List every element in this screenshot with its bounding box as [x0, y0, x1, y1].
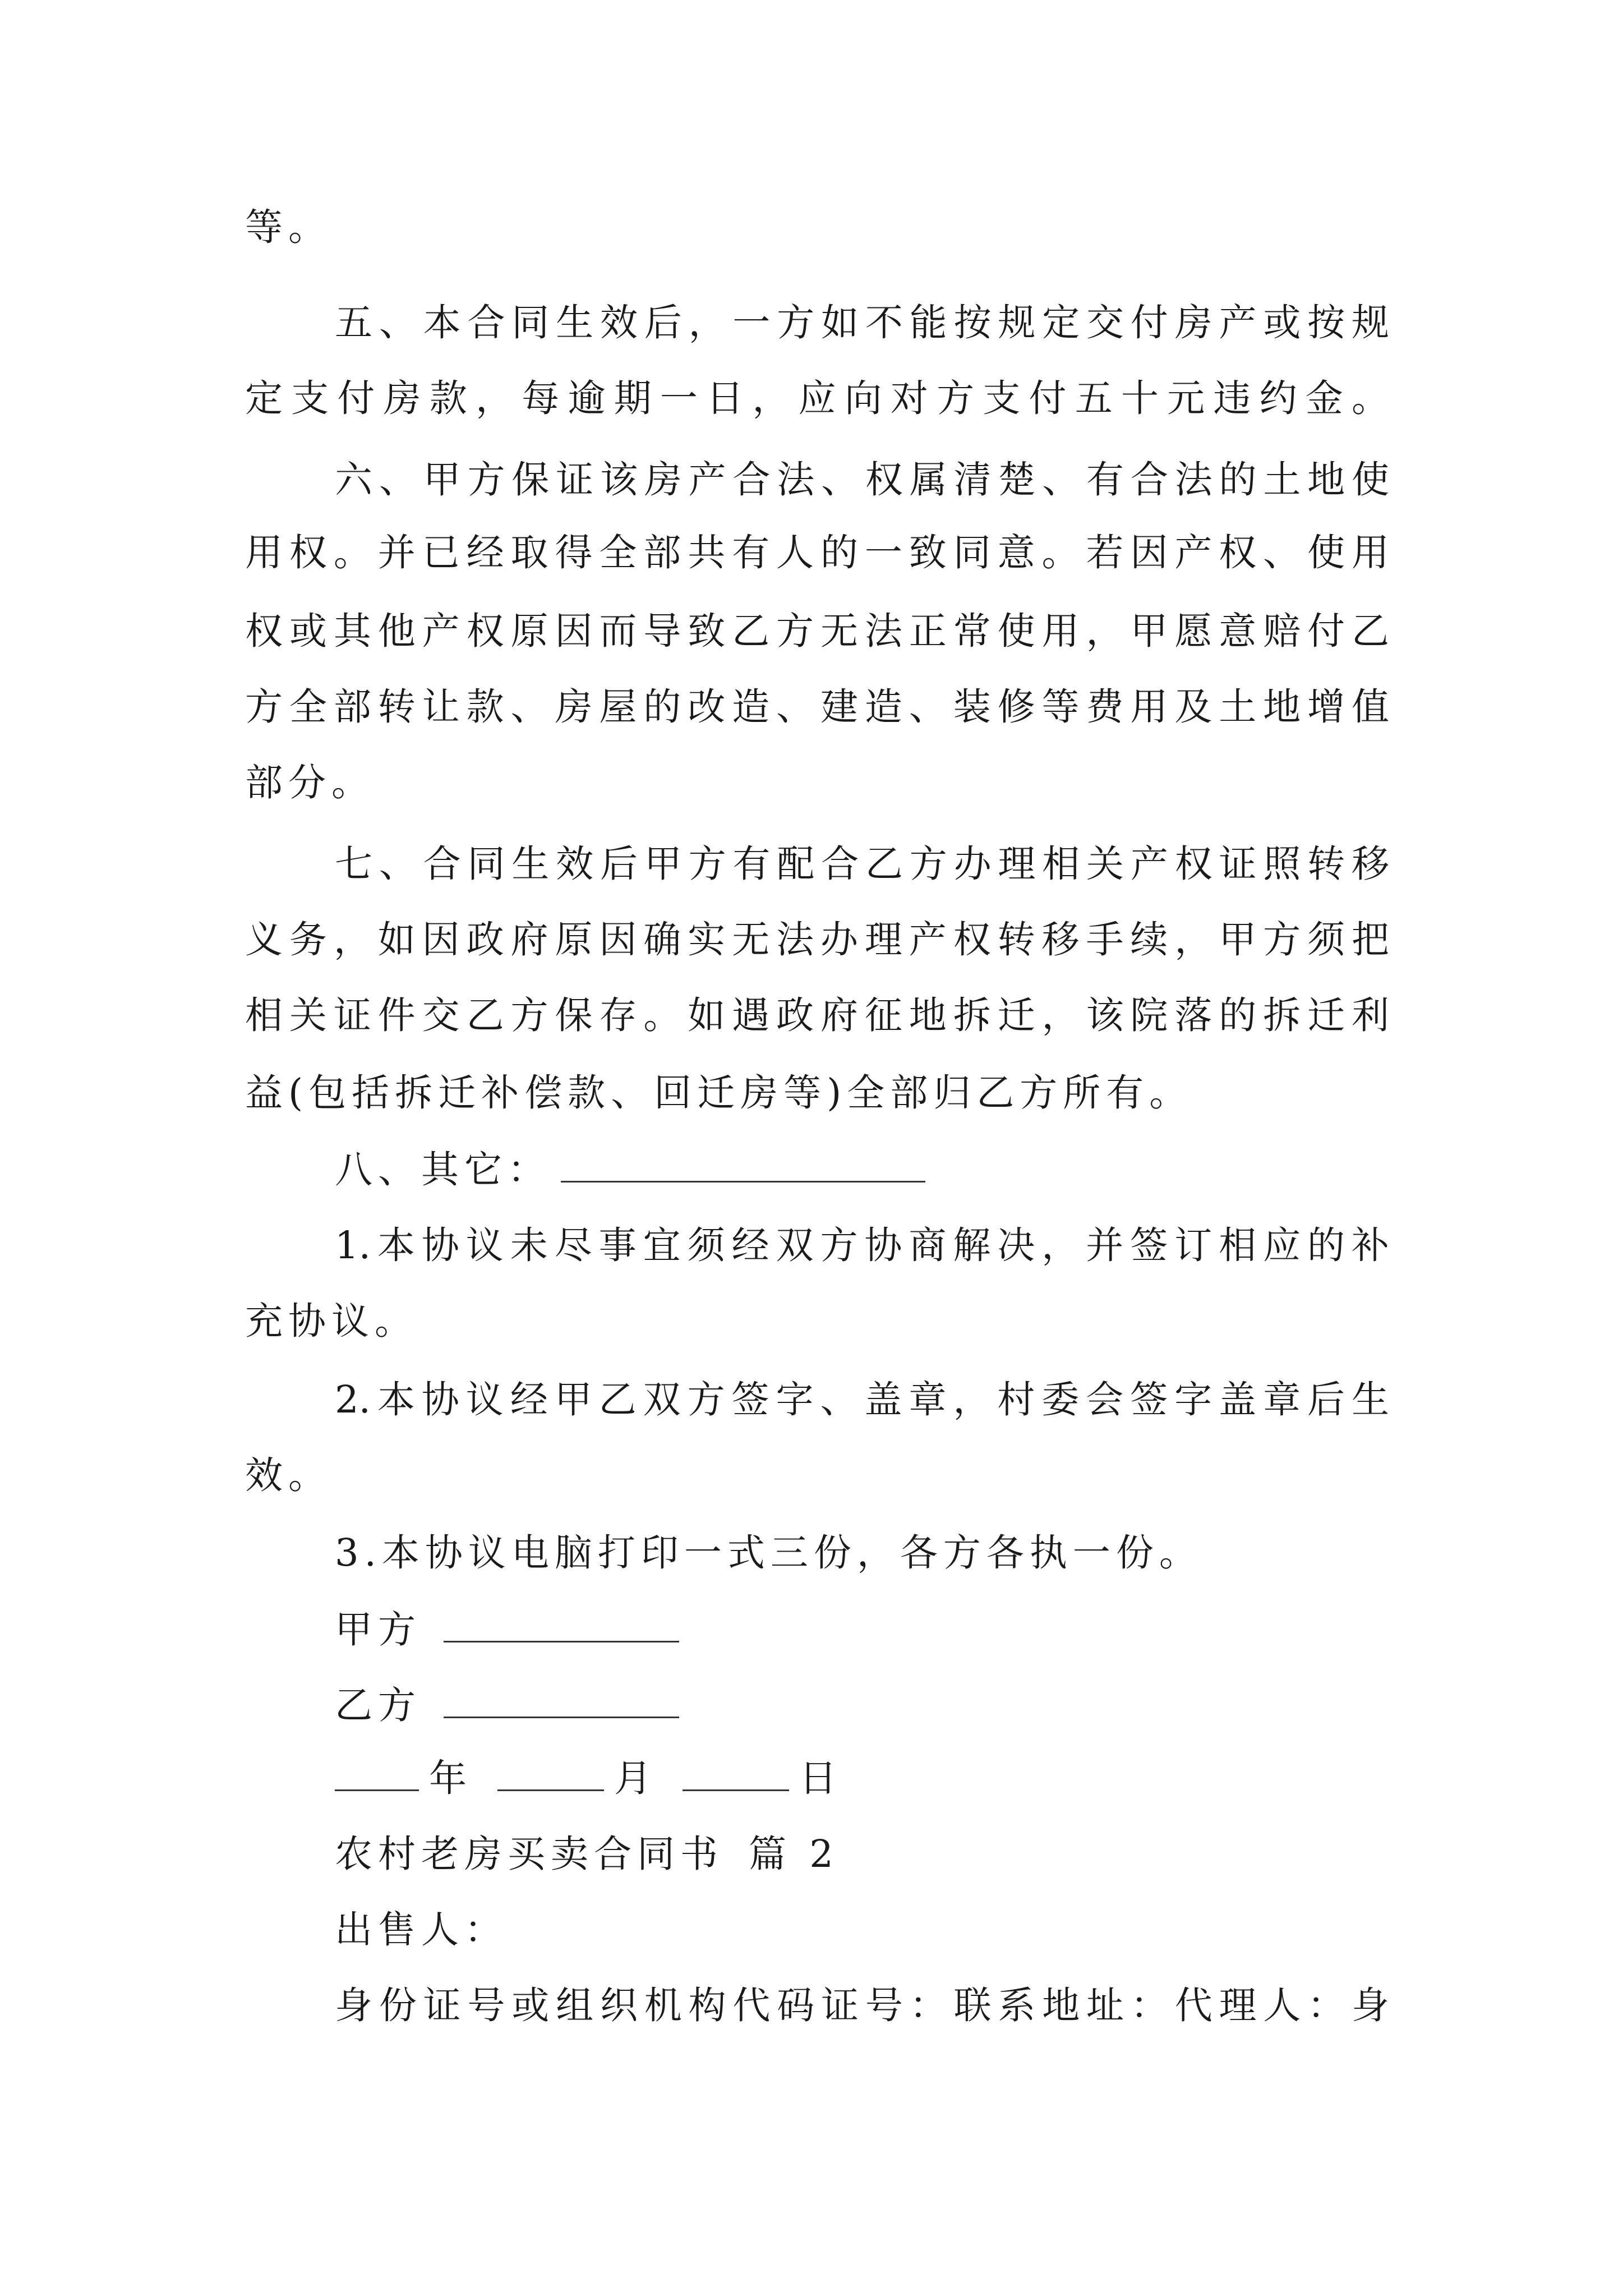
day-blank — [683, 1755, 789, 1791]
party-a-signature-blank — [444, 1606, 679, 1642]
paragraph-line: 相关证件交乙方保存。如遇政府征地拆迁，该院落的拆迁利 — [245, 993, 1389, 1037]
party-b-signature-line — [335, 1677, 1479, 1733]
section-heading — [335, 1826, 1479, 1882]
section-title: 农村老房买卖合同书 — [335, 1832, 723, 1876]
year-label: 年 — [429, 1756, 472, 1800]
paragraph-line: 六、甲方保证该房产合法、权属清楚、有合法的土地使 — [335, 458, 1389, 501]
month-blank — [497, 1755, 604, 1791]
paragraph-line: 用权。并已经取得全部共有人的一致同意。若因产权、使用 — [245, 531, 1389, 574]
paragraph-line: 五、本合同生效后，一方如不能按规定交付房产或按规 — [335, 301, 1389, 344]
paragraph-line: 2.本协议经甲乙双方签字、盖章，村委会签字盖章后生 — [335, 1378, 1389, 1421]
other-terms-line — [335, 1142, 1479, 1198]
month-label: 月 — [614, 1756, 657, 1800]
paragraph-line: 方全部转让款、房屋的改造、建造、装修等费用及土地增值 — [245, 685, 1389, 729]
paragraph-line: 七、合同生效后甲方有配合乙方办理相关产权证照转移 — [335, 842, 1389, 886]
party-a-signature-line — [335, 1602, 1479, 1658]
paragraph-line: 充协议。 — [245, 1299, 418, 1343]
paragraph-line: 义务，如因政府原因确实无法办理产权转移手续，甲方须把 — [245, 918, 1389, 961]
party-b-label: 乙方 — [335, 1683, 421, 1727]
paragraph-line: 1.本协议未尽事宜须经双方协商解决，并签订相应的补 — [335, 1223, 1389, 1267]
paragraph-line: 定支付房款，每逾期一日，应向对方支付五十元违约金。 — [245, 376, 1389, 420]
year-blank — [335, 1755, 419, 1791]
paragraph-line: 3.本协议电脑打印一式三份，各方各执一份。 — [335, 1531, 1202, 1575]
day-label: 日 — [799, 1756, 842, 1800]
paragraph-line: 效。 — [245, 1453, 331, 1497]
seller-label-line: 出售人： — [335, 1908, 508, 1952]
party-b-signature-blank — [444, 1682, 679, 1718]
party-a-label: 甲方 — [335, 1608, 421, 1651]
other-terms-blank — [561, 1146, 925, 1182]
paragraph-line: 等。 — [245, 205, 331, 249]
paragraph-line: 部分。 — [245, 761, 375, 804]
section-number: 篇 2 — [749, 1832, 839, 1876]
paragraph-line: 身份证号或组织机构代码证号：联系地址：代理人：身 — [335, 1984, 1389, 2027]
paragraph-line: 权或其他产权原因而导致乙方无法正常使用，甲愿意赔付乙 — [245, 609, 1389, 653]
paragraph-line: 益(包括拆迁补偿款、回迁房等)全部归乙方所有。 — [245, 1071, 1193, 1115]
date-line — [335, 1750, 1479, 1806]
other-terms-label: 八、其它： — [335, 1148, 551, 1191]
